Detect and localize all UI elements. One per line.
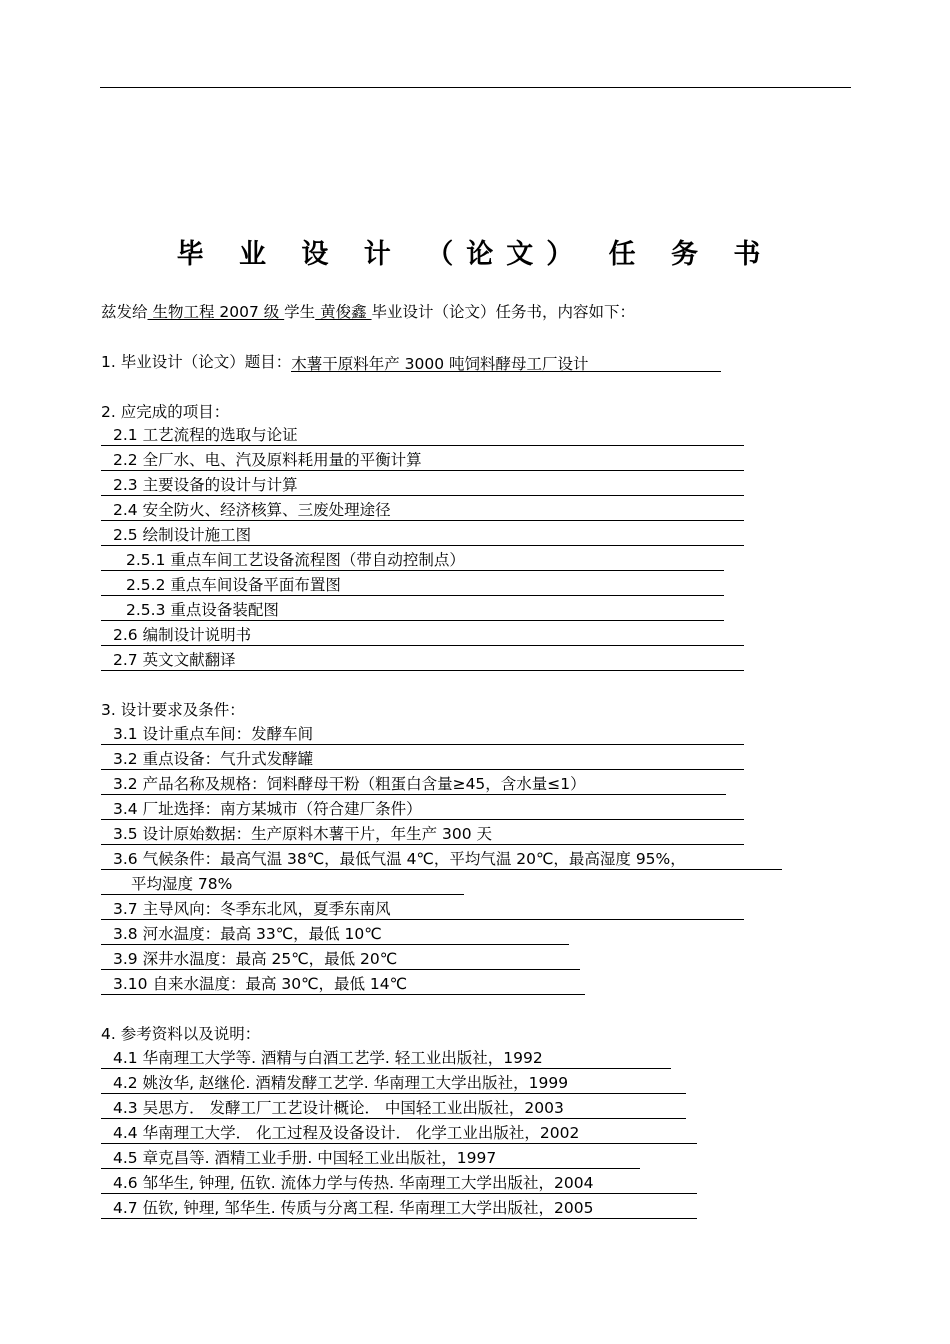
- intro-suffix: 毕业设计（论文）任务书，内容如下：: [371, 303, 636, 321]
- topic-line: [101, 352, 721, 372]
- reference-item: 4.4 华南理工大学． 化工过程及设备设计． 化学工业出版社，2002: [101, 1123, 697, 1144]
- reference-item: 4.1 华南理工大学等. 酒精与白酒工艺学. 轻工业出版社，1992: [101, 1048, 671, 1069]
- intro-major: 生物工程 2007 级: [147, 303, 285, 321]
- topic-value: 木薯干原料年产 3000 吨饲料酵母工厂设计: [291, 354, 721, 372]
- reference-item: 4.6 邹华生, 钟理, 伍钦. 流体力学与传热. 华南理工大学出版社，2004: [101, 1173, 697, 1194]
- list-item: 2.6 编制设计说明书: [101, 625, 744, 646]
- list-item: 3.9 深井水温度：最高 25℃，最低 20℃: [101, 949, 580, 970]
- list-item: 2.5.3 重点设备装配图: [101, 600, 724, 621]
- reference-item: 4.3 吴思方． 发酵工厂工艺设计概论． 中国轻工业出版社，2003: [101, 1098, 686, 1119]
- list-item: 2.4 安全防火、经济核算、三废处理途径: [101, 500, 744, 521]
- intro-mid: 学生: [284, 303, 316, 321]
- list-item: 2.5.1 重点车间工艺设备流程图（带自动控制点）: [101, 550, 724, 571]
- list-item: 3.7 主导风向：冬季东北风，夏季东南风: [101, 899, 744, 920]
- section4-heading: 4. 参考资料以及说明：: [101, 1025, 261, 1043]
- list-item: 3.2 产品名称及规格：饲料酵母干粉（粗蛋白含量≥45，含水量≤1）: [101, 774, 726, 795]
- list-item: 2.7 英文文献翻译: [101, 650, 744, 671]
- list-item: 3.4 厂址选择：南方某城市（符合建厂条件）: [101, 799, 744, 820]
- reference-item: 4.7 伍钦, 钟理, 邹华生. 传质与分离工程. 华南理工大学出版社，2005: [101, 1198, 697, 1219]
- list-item: 2.5.2 重点车间设备平面布置图: [101, 575, 724, 596]
- reference-item: 4.5 章克昌等. 酒精工业手册. 中国轻工业出版社，1997: [101, 1148, 640, 1169]
- list-item: 2.5 绘制设计施工图: [101, 525, 744, 546]
- page-title: 毕 业 设 计 （论文） 任 务 书: [176, 239, 774, 270]
- list-item: 3.10 自来水温度：最高 30℃，最低 14℃: [101, 974, 585, 995]
- intro-line: [101, 302, 635, 322]
- list-item: 3.1 设计重点车间：发酵车间: [101, 724, 744, 745]
- intro-student: 黄俊鑫: [315, 303, 372, 321]
- list-item: 3.2 重点设备：气升式发酵罐: [101, 749, 744, 770]
- section3-heading: 3. 设计要求及条件：: [101, 701, 245, 719]
- list-item: 平均湿度 78%: [101, 874, 464, 895]
- topic-label: 1. 毕业设计（论文）题目：: [101, 353, 292, 371]
- reference-item: 4.2 姚汝华, 赵继伦. 酒精发酵工艺学. 华南理工大学出版社，1999: [101, 1073, 686, 1094]
- list-item: 2.1 工艺流程的选取与论证: [101, 425, 744, 446]
- list-item: 3.6 气候条件：最高气温 38℃，最低气温 4℃，平均气温 20℃，最高湿度 95%，: [101, 849, 782, 870]
- list-item: 2.3 主要设备的设计与计算: [101, 475, 744, 496]
- section2-heading: 2. 应完成的项目：: [101, 403, 230, 421]
- intro-prefix: 兹发给: [101, 303, 148, 321]
- header-rule: [100, 87, 851, 88]
- list-item: 2.2 全厂水、电、汽及原料耗用量的平衡计算: [101, 450, 744, 471]
- list-item: 3.5 设计原始数据：生产原料木薯干片，年生产 300 天: [101, 824, 744, 845]
- list-item: 3.8 河水温度：最高 33℃，最低 10℃: [101, 924, 569, 945]
